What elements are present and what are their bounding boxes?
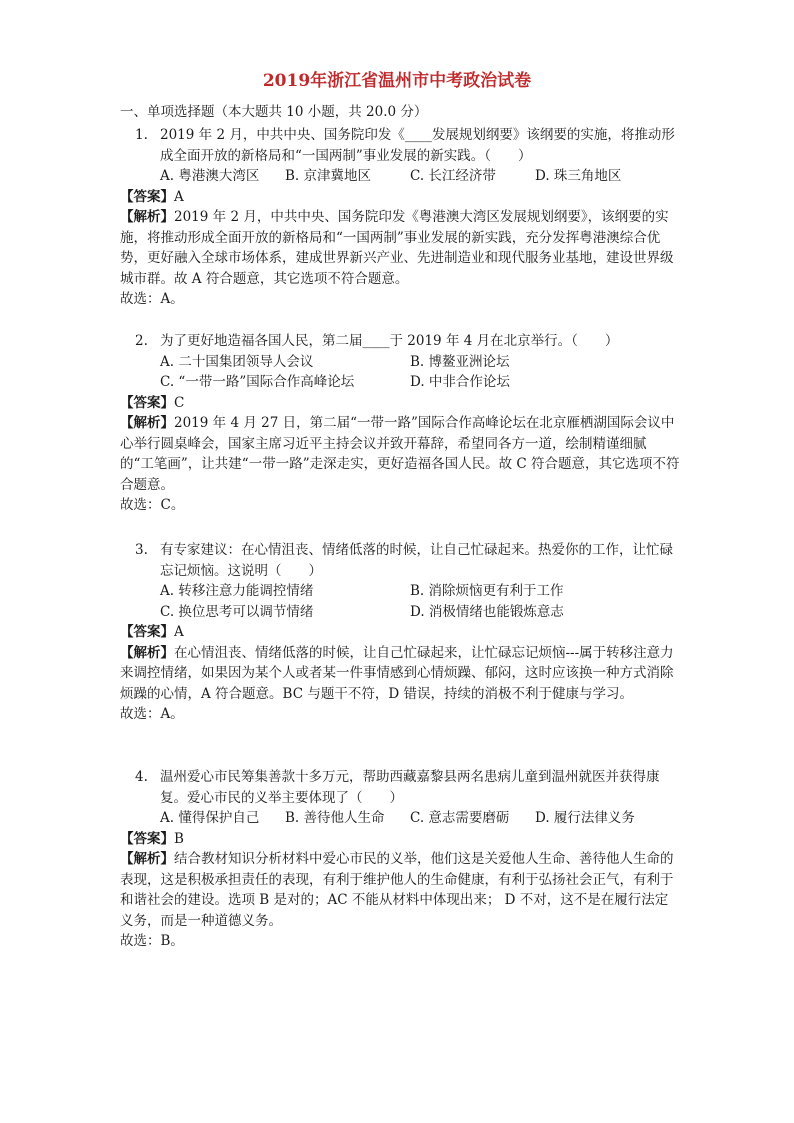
analysis-text: 在心情沮丧、情绪低落的时候，让自己忙碌起来，让忙碌忘记烦恼---属于转移注意力来调控情绪，如果因为某个人或者某一件事情感到心情烦躁、郁闷，这时应该换一种方式消除烦躁的心情，A 符合题意。BC 与题干不符，D 错误，持续的消极不利于健康与学习。 [120, 644, 674, 702]
analysis-tag: 【解析】 [120, 415, 174, 431]
answer-tag: 【答案】 [120, 830, 174, 847]
option-d: D. 消极情绪也能锻炼意志 [410, 603, 564, 620]
question-number: 1. [135, 127, 148, 143]
option-a: A. 粤港澳大湾区 [160, 168, 260, 184]
option-d: D. 珠三角地区 [535, 168, 622, 184]
question-stem [120, 540, 680, 581]
option-a: A. 二十国集团领导人会议 [160, 353, 314, 370]
choice-line: 故选：A。 [120, 291, 184, 307]
answer-tag: 【答案】 [120, 394, 174, 411]
question-1 [120, 125, 680, 310]
question-3 [120, 540, 680, 725]
question-text: 有专家建议：在心情沮丧、情绪低落的时候，让自己忙碌起来。热爱你的工作，让忙碌忘记烦恼。这说明（ ） [160, 542, 673, 579]
answer-tag: 【答案】 [120, 188, 174, 205]
analysis-line [120, 849, 680, 931]
option-c: C. 换位思考可以调节情绪 [160, 603, 314, 620]
analysis-tag: 【解析】 [120, 851, 174, 867]
choice-line: 故选：C。 [120, 497, 185, 513]
option-b: B. 博鳌亚洲论坛 [410, 353, 510, 370]
question-number: 3. [135, 542, 148, 558]
answer-value: A [174, 624, 184, 640]
section-heading: 一、单项选择题（本大题共 10 小题，共 20.0 分） [120, 104, 428, 120]
question-4 [120, 767, 680, 952]
question-text: 为了更好地造福各国人民，第二届____于 2019 年 4 月在北京举行。（ ） [160, 333, 619, 349]
analysis-tag: 【解析】 [120, 209, 174, 225]
option-c: C. 意志需要磨砺 [410, 810, 510, 826]
analysis-line [120, 207, 680, 289]
question-number: 2. [135, 333, 148, 349]
answer-value: B [174, 830, 184, 847]
exam-title: 2019年浙江省温州市中考政治试卷 [262, 71, 532, 91]
option-d: D. 中非合作论坛 [410, 374, 510, 390]
answer-line [120, 622, 680, 643]
analysis-text: 结合教材知识分析材料中爱心市民的义举，他们这是关爱他人生命、善待他人生命的表现，这是积极承担责任的表现，有利于维护他人的生命健康，有利于弘扬社会正气，有利于和谐社会的建设。选项 B 是对的；AC 不能从材料中体现出来； D 不对，这不是在履行法定义务，而是一种道德义务。 [120, 851, 674, 929]
option-b: B. 消除烦恼更有利于工作 [410, 583, 564, 599]
answer-line [120, 393, 680, 414]
analysis-line [120, 413, 680, 495]
options [120, 352, 680, 393]
options [120, 808, 680, 829]
option-c: C. 长江经济带 [410, 168, 496, 184]
answer-tag: 【答案】 [120, 624, 174, 640]
question-stem [120, 125, 680, 166]
answer-value: A [174, 188, 184, 205]
analysis-line [120, 643, 680, 705]
question-stem [120, 767, 680, 808]
options [120, 581, 680, 622]
option-b: B. 京津冀地区 [285, 168, 372, 184]
option-b: B. 善待他人生命 [285, 810, 385, 826]
choice-line: 故选：B。 [120, 933, 184, 949]
question-stem [120, 331, 680, 352]
analysis-text: 2019 年 2 月，中共中央、国务院印发《粤港澳大湾区发展规划纲要》，该纲要的实施，将推动形成全面开放的新格局和“一国两制”事业发展的新实践，充分发挥粤港澳综合优势，更好融入全球市场体系，建成世界新兴产业、先进制造业和现代服务业基地，建设世界级城市群。故 A 符合题意，其它选项不符合题意。 [120, 209, 674, 287]
question-number: 4. [135, 769, 148, 785]
answer-value: C [174, 394, 185, 411]
answer-line [120, 187, 680, 208]
options [120, 166, 680, 187]
option-c: C. “一带一路”国际合作高峰论坛 [160, 374, 355, 390]
question-text: 温州爱心市民筹集善款十多万元，帮助西藏嘉黎县两名患病儿童到温州就医并获得康复。爱心市民的义举主要体现了（ ） [160, 769, 660, 806]
answer-line [120, 829, 680, 850]
analysis-text: 2019 年 4 月 27 日，第二届“一带一路”国际合作高峰论坛在北京雁栖湖国际会议中心举行圆桌峰会，国家主席习近平主持会议并致开幕辞，希望同各方一道，绘制精谨细腻的“工笔画”，让共建“一带一路”走深走实，更好造福各国人民。故 C 符合题意，其它选项不符合题意。 [120, 415, 680, 493]
option-a: A. 懂得保护自己 [160, 810, 260, 826]
question-text: 2019 年 2 月，中共中央、国务院印发《____发展规划纲要》该纲要的实施，将推动形成全面开放的新格局和“一国两制”事业发展的新实践。（ ） [160, 127, 675, 164]
question-2 [120, 331, 680, 516]
option-a: A. 转移注意力能调控情绪 [160, 583, 314, 599]
choice-line: 故选：A。 [120, 706, 184, 722]
analysis-tag: 【解析】 [120, 644, 174, 661]
option-d: D. 履行法律义务 [535, 810, 635, 826]
